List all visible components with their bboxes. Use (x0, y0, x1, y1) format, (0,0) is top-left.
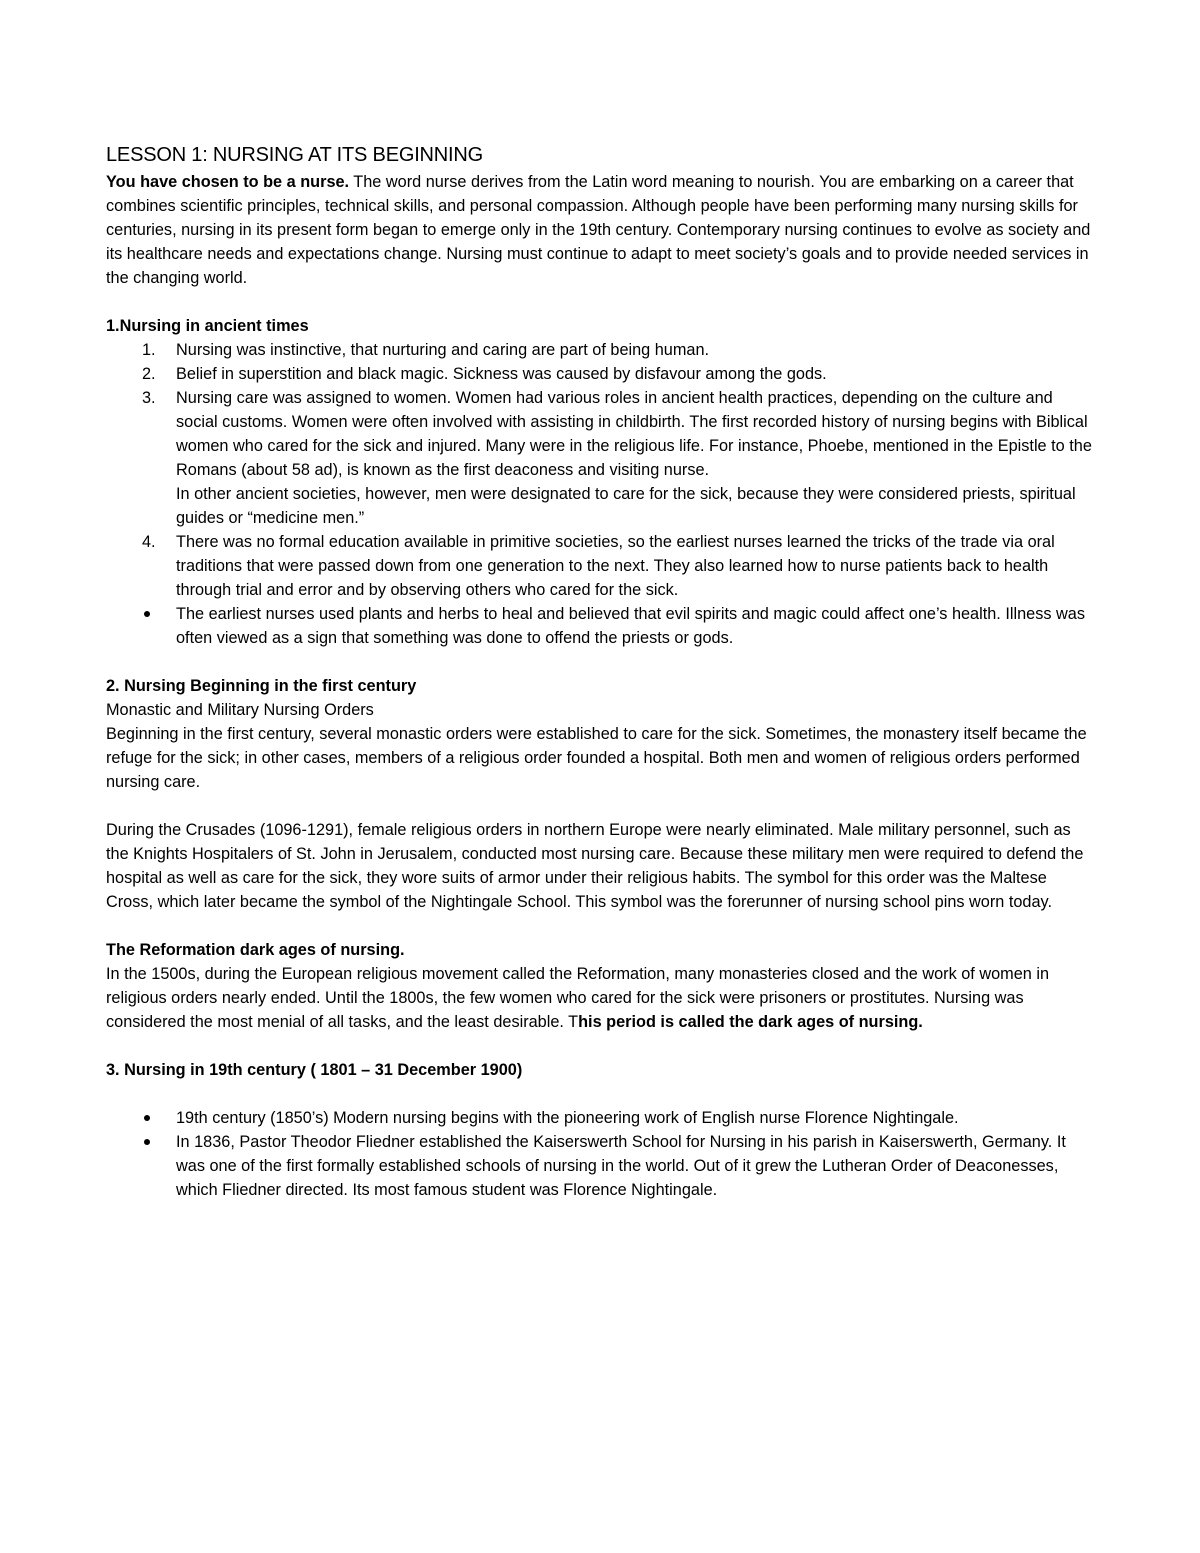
document-page (106, 140, 1096, 1202)
list-item (106, 362, 1096, 386)
ancient-times-list (106, 338, 1096, 650)
bullet-item-text: The earliest nurses used plants and herbs to heal and believed that evil spirits and magic could affect one’s health. Illness was often viewed as a sign that something was done to offend the priests or gods. (176, 605, 1085, 647)
bullet-icon (144, 1115, 150, 1121)
spacer (106, 794, 1096, 818)
bullet-item-text: In 1836, Pastor Theodor Fliedner established the Kaiserswerth School for Nursing in his parish in Kaiserswerth, Germany. It was one of the first formally established schools of nursing in the world. Out of it grew the Lutheran Order of Deaconesses, which Fliedner directed. Its most famous student was Florence Nightingale. (176, 1133, 1066, 1199)
section2-subheading: Monastic and Military Nursing Orders (106, 701, 374, 719)
bullet-item-text: 19th century (1850’s) Modern nursing begins with the pioneering work of English nurse Florence Nightingale. (176, 1109, 959, 1127)
list-number: 4. (142, 533, 156, 551)
list-item-text: Nursing was instinctive, that nurturing and caring are part of being human. (176, 341, 710, 359)
list-number: 1. (142, 341, 156, 359)
section2-paragraph-2: During the Crusades (1096-1291), female religious orders in northern Europe were nearly eliminated. Male military personnel, such as the Knights Hospitalers of St. John in Jerusalem, conducted most nursing care. Because these military men were required to defend the hospital as well as care for the sick, they wore suits of armor under their religious habits. The symbol for this order was the Maltese Cross, which later became the symbol of the Nightingale School. This symbol was the forerunner of nursing school pins worn today. (106, 821, 1084, 911)
bullet-icon (144, 1139, 150, 1145)
reformation-bold-text: his period is called the dark ages of nursing. (578, 1013, 923, 1031)
list-item-text: Belief in superstition and black magic. Sickness was caused by disfavour among the gods. (176, 365, 827, 383)
spacer (106, 1034, 1096, 1058)
bullet-icon (144, 611, 150, 617)
reformation-heading: The Reformation dark ages of nursing. (106, 941, 405, 959)
bullet-item (106, 1130, 1096, 1202)
list-item (106, 338, 1096, 362)
list-item-continuation: In other ancient societies, however, men were designated to care for the sick, because they were considered priests, spiritual guides or “medicine men.” (176, 485, 1076, 527)
nineteenth-century-list (106, 1106, 1096, 1202)
spacer (106, 914, 1096, 938)
lesson-title: LESSON 1: NURSING AT ITS BEGINNING (106, 144, 483, 166)
spacer (106, 1082, 1096, 1106)
reformation-paragraph (106, 962, 1096, 1034)
bullet-item (106, 1106, 1096, 1130)
list-item (106, 530, 1096, 602)
list-item-text: There was no formal education available in primitive societies, so the earliest nurses learned the tricks of the trade via oral traditions that were passed down from one generation to the next. They also learned how to nurse patients back to health through trial and error and by observing others who cared for the sick. (176, 533, 1055, 599)
list-number: 2. (142, 365, 156, 383)
section2-paragraph-1: Beginning in the first century, several monastic orders were established to care for the sick. Sometimes, the monastery itself became the refuge for the sick; in other cases, members of a religious order founded a hospital. Both men and women of religious orders performed nursing care. (106, 725, 1087, 791)
list-item (106, 386, 1096, 530)
list-number: 3. (142, 389, 156, 407)
section1-heading: 1.Nursing in ancient times (106, 317, 309, 335)
section3-heading: 3. Nursing in 19th century ( 1801 – 31 December 1900) (106, 1061, 523, 1079)
intro-lead: You have chosen to be a nurse. (106, 173, 350, 191)
intro-paragraph (106, 170, 1096, 290)
reformation-text: In the 1500s, during the European religious movement called the Reformation, many monasteries closed and the work of women in religious orders nearly ended. Until the 1800s, the few women who cared for the sick were prisoners or prostitutes. Nursing was considered the most menial of all tasks, and the least desirable. T (106, 965, 1050, 1031)
section2-heading: 2. Nursing Beginning in the first century (106, 677, 417, 695)
list-item-text: Nursing care was assigned to women. Women had various roles in ancient health practices, depending on the culture and social customs. Women were often involved with assisting in childbirth. The first recorded history of nursing begins with Biblical women who cared for the sick and injured. Many were in the religious life. For instance, Phoebe, mentioned in the Epistle to the Romans (about 58 ad), is known as the first deaconess and visiting nurse. (176, 389, 1092, 479)
bullet-item (106, 602, 1096, 650)
spacer (106, 650, 1096, 674)
spacer (106, 290, 1096, 314)
intro-text: The word nurse derives from the Latin word meaning to nourish. You are embarking on a career that combines scientific principles, technical skills, and personal compassion. Although people have been performing many nursing skills for centuries, nursing in its present form began to emerge only in the 19th century. Contemporary nursing continues to evolve as society and its healthcare needs and expectations change. Nursing must continue to adapt to meet society’s goals and to provide needed services in the changing world. (106, 173, 1091, 287)
